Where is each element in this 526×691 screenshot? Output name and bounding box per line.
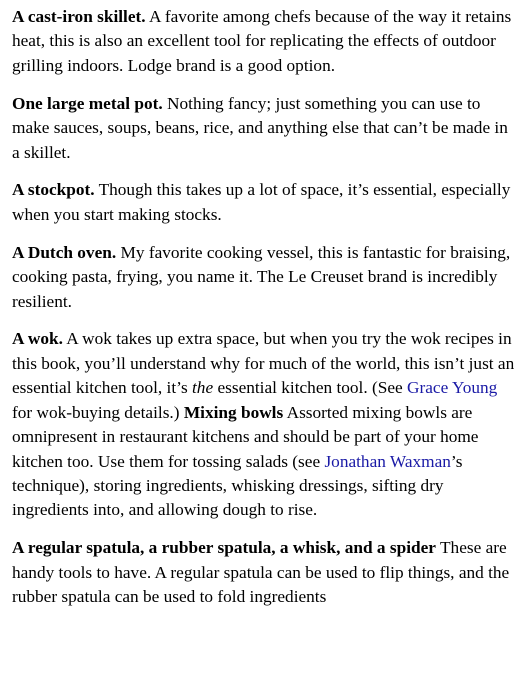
entry-wok (12, 327, 518, 522)
entry-term-mixing-bowls: Mixing bowls (183, 402, 284, 422)
entry-text: A wok takes up extra space, but when you try the wok recipes in this book, you’ll understand why for much of the world, this isn’t just an essential kitchen tool, it’s (12, 329, 515, 398)
entry-term: A cast-iron skillet. (12, 7, 146, 26)
document-page (12, 5, 518, 623)
entry-text: Though this takes up a lot of space, it’s essential, especially when you start making stocks. (12, 180, 511, 224)
entry-term: One large metal pot. (12, 93, 163, 113)
entry-text: Assorted mixing bowls are omnipresent in restaurant kitchens and should be part of your home kitchen too. Use them for tossing salads (see (12, 402, 479, 471)
entry-term: A Dutch oven. (12, 242, 117, 262)
link-jonathan-waxman[interactable]: Jonathan Waxman (324, 451, 451, 471)
entry-term: A stockpot. (12, 180, 95, 200)
entry-spatulas (12, 536, 518, 609)
entry-metal-pot (12, 92, 518, 165)
entry-text: for wok-buying details.) (12, 402, 184, 422)
entry-stockpot (12, 178, 518, 227)
entry-text: Nothing fancy; just something you can use to make sauces, soups, beans, rice, and anything else that can’t be made in a skillet. (12, 93, 508, 162)
entry-term: A regular spatula, a rubber spatula, a whisk, and a spider (12, 538, 436, 558)
entry-term: A wok. (12, 329, 63, 349)
entry-cast-iron-skillet (12, 5, 518, 78)
entry-dutch-oven (12, 241, 518, 314)
link-grace-young[interactable]: Grace Young (407, 378, 498, 398)
entry-text: My favorite cooking vessel, this is fantastic for braising, cooking pasta, frying, you name it. The Le Creuset brand is incredibly resilient. (12, 242, 511, 311)
entry-text: A favorite among chefs because of the way it retains heat, this is also an excellent tool for replicating the effects of outdoor grilling indoors. Lodge brand is a good option. (12, 7, 512, 75)
emphasis-text: the (192, 378, 214, 398)
entry-text: essential kitchen tool. (See (213, 378, 408, 398)
entry-text: These are handy tools to have. A regular spatula can be used to flip things, and the rubber spatula can be used to fold ingredients (12, 538, 510, 607)
entry-text: ’s technique), storing ingredients, whisking dressings, sifting dry ingredients into, and allowing dough to rise. (12, 451, 463, 520)
